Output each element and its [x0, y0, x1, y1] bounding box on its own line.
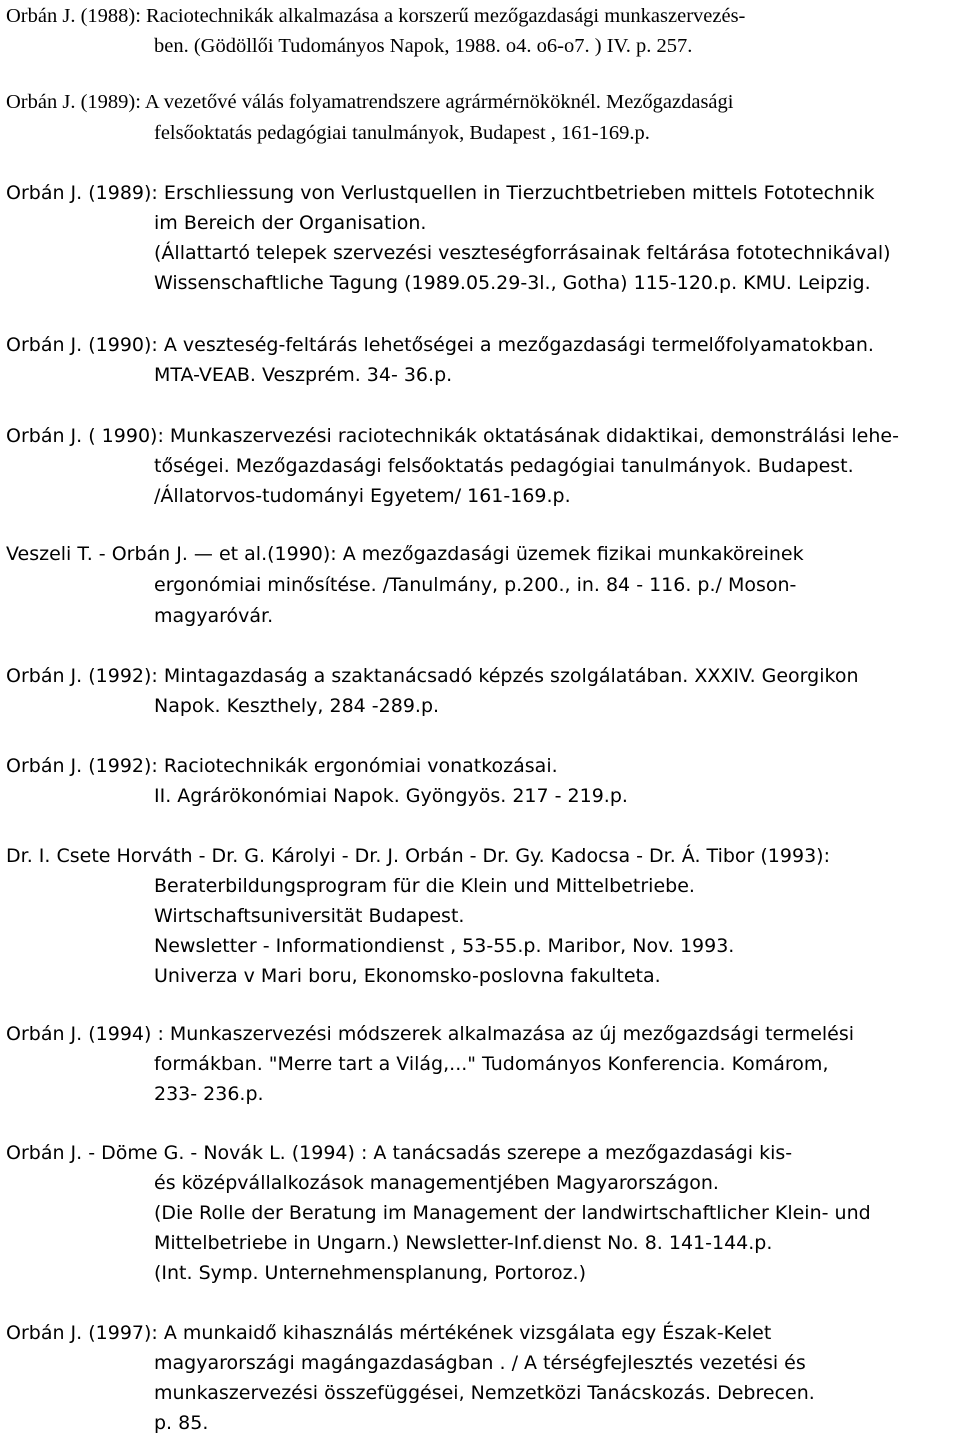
reference-line: Napok. Keszthely, 284 -289.p.	[154, 695, 440, 717]
reference-line: Orbán J. (1992): Raciotechnikák ergonómiai vonatkozásai.	[6, 755, 558, 777]
reference-line: Orbán J. (1990): A veszteség-feltárás lehetőségei a mezőgazdasági termelőfolyamatokban.	[6, 334, 874, 356]
reference-line: (Int. Symp. Unternehmensplanung, Portoroz.)	[154, 1262, 586, 1284]
reference-line: (Állattartó telepek szervezési veszteségforrásainak feltárása fototechnikával)	[154, 242, 891, 264]
reference-line: és középvállalkozások managementjében Magyarországon.	[154, 1172, 719, 1194]
reference-line: munkaszervezési összefüggései, Nemzetközi Tanácskozás. Debrecen.	[154, 1382, 815, 1404]
reference-line: magyarországi magángazdaságban . / A térségfejlesztés vezetési és	[154, 1352, 806, 1374]
reference-line: Univerza v Mari boru, Ekonomsko-poslovna fakulteta.	[154, 965, 661, 987]
reference-line: Orbán J. (1989): Erschliessung von Verlustquellen in Tierzuchtbetrieben mittels Fototechnik	[6, 182, 875, 204]
reference-line: Newsletter - Informationdienst , 53-55.p. Maribor, Nov. 1993.	[154, 935, 735, 957]
reference-line: MTA-VEAB. Veszprém. 34- 36.p.	[154, 364, 453, 386]
reference-line: ben. (Gödöllői Tudományos Napok, 1988. o4. o6-o7. ) IV. p. 257.	[154, 35, 693, 57]
reference-line: Veszeli T. - Orbán J. — et al.(1990): A mezőgazdasági üzemek fizikai munkaköreinek	[6, 543, 804, 565]
reference-line: II. Agrárökonómiai Napok. Gyöngyös. 217 - 219.p.	[154, 785, 628, 807]
reference-line: 233- 236.p.	[154, 1083, 264, 1105]
reference-line: Mittelbetriebe in Ungarn.) Newsletter-Inf.dienst No. 8. 141-144.p.	[154, 1232, 773, 1254]
reference-line: (Die Rolle der Beratung im Management der landwirtschaftlicher Klein- und	[154, 1202, 871, 1224]
reference-line: Orbán J. ( 1990): Munkaszervezési raciotechnikák oktatásának didaktikai, demonstrálási lehe-	[6, 425, 899, 447]
reference-line: Orbán J. (1989): A vezetővé válás folyamatrendszere agrármérnököknél. Mezőgazdasági	[6, 91, 734, 113]
reference-line: felsőoktatás pedagógiai tanulmányok, Budapest , 161-169.p.	[154, 122, 650, 144]
reference-line: Beraterbildungsprogram für die Klein und Mittelbetriebe.	[154, 875, 695, 897]
reference-line: im Bereich der Organisation.	[154, 212, 427, 234]
reference-line: Orbán J. (1988): Raciotechnikák alkalmazása a korszerű mezőgazdasági munkaszervezés-	[6, 5, 746, 27]
reference-line: ergonómiai minősítése. /Tanulmány, p.200., in. 84 - 116. p./ Moson-	[154, 574, 797, 596]
reference-line: Orbán J. - Döme G. - Novák L. (1994) : A tanácsadás szerepe a mezőgazdasági kis-	[6, 1142, 793, 1164]
reference-line: Dr. I. Csete Horváth - Dr. G. Károlyi - Dr. J. Orbán - Dr. Gy. Kadocsa - Dr. Á. Tibor (1993):	[6, 845, 830, 867]
reference-line: /Állatorvos-tudományi Egyetem/ 161-169.p.	[154, 485, 571, 507]
reference-line: formákban. "Merre tart a Világ,..." Tudományos Konferencia. Komárom,	[154, 1053, 829, 1075]
reference-line: magyaróvár.	[154, 605, 274, 627]
reference-line: Orbán J. (1992): Mintagazdaság a szaktanácsadó képzés szolgálatában. XXXIV. Georgikon	[6, 665, 859, 687]
reference-line: tőségei. Mezőgazdasági felsőoktatás pedagógiai tanulmányok. Budapest.	[154, 455, 854, 477]
reference-line: Orbán J. (1997): A munkaidő kihasználás mértékének vizsgálata egy Észak-Kelet	[6, 1322, 772, 1344]
reference-line: Wissenschaftliche Tagung (1989.05.29-3l., Gotha) 115-120.p. KMU. Leipzig.	[154, 272, 871, 294]
reference-line: Wirtschaftsuniversität Budapest.	[154, 905, 465, 927]
reference-line: p. 85.	[154, 1412, 209, 1434]
reference-line: Orbán J. (1994) : Munkaszervezési módszerek alkalmazása az új mezőgazdsági termelési	[6, 1023, 855, 1045]
